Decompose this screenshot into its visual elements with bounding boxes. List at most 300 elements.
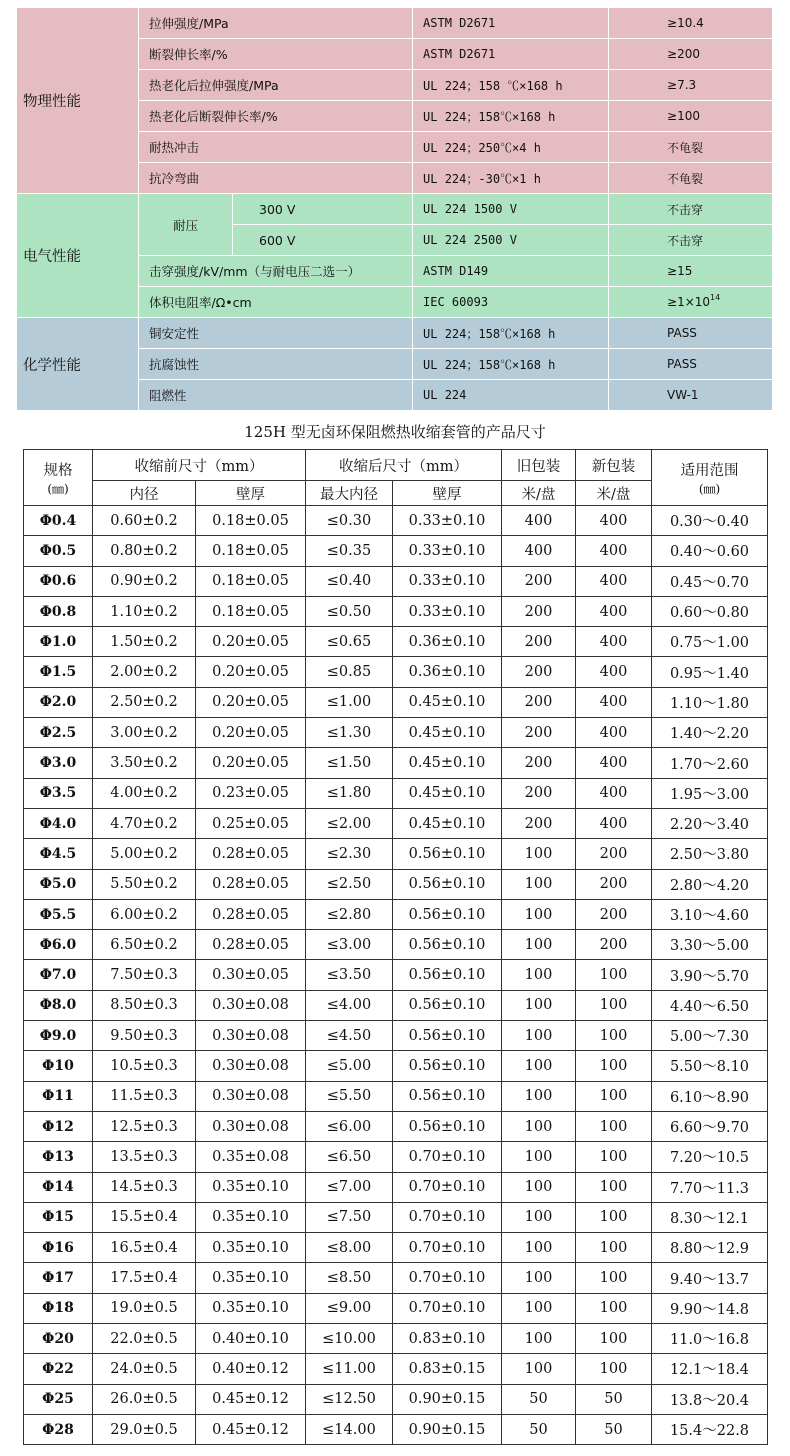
cell-spec: Φ28 — [24, 1414, 93, 1444]
cell-range: 6.60～9.70 — [652, 1111, 768, 1141]
cell-old-pack: 100 — [502, 1021, 576, 1051]
cell-before-inner-dia: 0.80±0.2 — [93, 536, 196, 566]
property-value: 不击穿 — [609, 225, 773, 256]
header-range: 适用范围 (㎜) — [652, 450, 768, 506]
withstand-voltage: 300 V — [233, 194, 413, 225]
header-new-pack: 新包装 — [576, 450, 652, 481]
cell-spec: Φ13 — [24, 1142, 93, 1172]
cell-before-inner-dia: 1.50±0.2 — [93, 627, 196, 657]
property-row — [17, 194, 773, 225]
cell-after-max-inner: ≤5.50 — [306, 1081, 393, 1111]
category-physical: 物理性能 — [17, 8, 139, 194]
property-value-text: ≥15 — [667, 264, 693, 278]
cell-spec: Φ7.0 — [24, 960, 93, 990]
cell-range: 11.0～16.8 — [652, 1324, 768, 1354]
cell-before-inner-dia: 16.5±0.4 — [93, 1233, 196, 1263]
cell-spec: Φ22 — [24, 1354, 93, 1384]
table-row — [24, 899, 768, 929]
table-row — [24, 748, 768, 778]
cell-old-pack: 200 — [502, 596, 576, 626]
cell-before-inner-dia: 29.0±0.5 — [93, 1414, 196, 1444]
size-table-title: 125H 型无卤环保阻燃热收缩套管的产品尺寸 — [244, 423, 546, 441]
cell-old-pack: 100 — [502, 1293, 576, 1323]
cell-after-wall: 0.56±0.10 — [393, 1081, 502, 1111]
cell-after-wall: 0.45±0.10 — [393, 687, 502, 717]
cell-after-max-inner: ≤8.00 — [306, 1233, 393, 1263]
cell-before-wall: 0.45±0.12 — [196, 1384, 306, 1414]
cell-spec: Φ0.6 — [24, 566, 93, 596]
property-value: 不击穿 — [609, 194, 773, 225]
cell-after-wall: 0.83±0.15 — [393, 1354, 502, 1384]
cell-range: 7.70～11.3 — [652, 1172, 768, 1202]
cell-spec: Φ8.0 — [24, 990, 93, 1020]
cell-before-wall: 0.28±0.05 — [196, 839, 306, 869]
cell-before-wall: 0.20±0.05 — [196, 627, 306, 657]
cell-after-max-inner: ≤10.00 — [306, 1324, 393, 1354]
cell-after-wall: 0.56±0.10 — [393, 1111, 502, 1141]
cell-before-wall: 0.35±0.10 — [196, 1263, 306, 1293]
cell-spec: Φ2.0 — [24, 687, 93, 717]
cell-old-pack: 100 — [502, 869, 576, 899]
cell-range: 0.95～1.40 — [652, 657, 768, 687]
cell-new-pack: 400 — [576, 627, 652, 657]
cell-after-wall: 0.70±0.10 — [393, 1263, 502, 1293]
property-standard: IEC 60093 — [413, 287, 609, 318]
property-item: 体积电阻率/Ω•cm — [139, 287, 413, 318]
table-row — [24, 657, 768, 687]
property-value-text: ≥200 — [667, 47, 700, 61]
cell-spec: Φ11 — [24, 1081, 93, 1111]
cell-before-inner-dia: 7.50±0.3 — [93, 960, 196, 990]
property-item: 抗腐蚀性 — [139, 349, 413, 380]
cell-old-pack: 100 — [502, 1324, 576, 1354]
cell-before-wall: 0.30±0.05 — [196, 960, 306, 990]
cell-old-pack: 200 — [502, 748, 576, 778]
table-row — [24, 1111, 768, 1141]
cell-before-wall: 0.18±0.05 — [196, 596, 306, 626]
property-value — [609, 132, 773, 163]
cell-spec: Φ0.4 — [24, 506, 93, 536]
cell-after-max-inner: ≤2.80 — [306, 899, 393, 929]
category-chemical: 化学性能 — [17, 318, 139, 411]
cell-before-inner-dia: 6.50±0.2 — [93, 930, 196, 960]
cell-after-max-inner: ≤7.00 — [306, 1172, 393, 1202]
cell-spec: Φ25 — [24, 1384, 93, 1414]
cell-after-max-inner: ≤1.30 — [306, 718, 393, 748]
property-value-text: ≥100 — [667, 109, 700, 123]
cell-spec: Φ3.0 — [24, 748, 93, 778]
cell-range: 2.80～4.20 — [652, 869, 768, 899]
cell-after-max-inner: ≤6.50 — [306, 1142, 393, 1172]
cell-range: 3.90～5.70 — [652, 960, 768, 990]
cell-before-wall: 0.30±0.08 — [196, 1051, 306, 1081]
cell-spec: Φ3.5 — [24, 778, 93, 808]
table-row — [24, 1021, 768, 1051]
property-row — [17, 318, 773, 349]
cell-range: 1.70～2.60 — [652, 748, 768, 778]
property-standard: UL 224；158℃×168 h — [413, 318, 609, 349]
cell-before-inner-dia: 14.5±0.3 — [93, 1172, 196, 1202]
cell-after-wall: 0.70±0.10 — [393, 1233, 502, 1263]
cell-after-wall: 0.45±0.10 — [393, 778, 502, 808]
cell-before-wall: 0.25±0.05 — [196, 808, 306, 838]
cell-before-inner-dia: 26.0±0.5 — [93, 1384, 196, 1414]
cell-after-wall: 0.36±0.10 — [393, 627, 502, 657]
property-standard: UL 224；-30℃×1 h — [413, 163, 609, 194]
table-row — [24, 718, 768, 748]
property-standard: UL 224；158℃×168 h — [413, 101, 609, 132]
property-item: 热老化后断裂伸长率/% — [139, 101, 413, 132]
cell-before-inner-dia: 4.00±0.2 — [93, 778, 196, 808]
table-row — [24, 990, 768, 1020]
cell-spec: Φ6.0 — [24, 930, 93, 960]
cell-before-wall: 0.18±0.05 — [196, 536, 306, 566]
cell-old-pack: 200 — [502, 657, 576, 687]
cell-before-inner-dia: 9.50±0.3 — [93, 1021, 196, 1051]
cell-old-pack: 50 — [502, 1384, 576, 1414]
cell-range: 9.90～14.8 — [652, 1293, 768, 1323]
property-value — [609, 318, 773, 349]
property-item: 阻燃性 — [139, 380, 413, 411]
header-old-unit: 米/盘 — [502, 481, 576, 506]
cell-old-pack: 100 — [502, 1233, 576, 1263]
cell-range: 2.50～3.80 — [652, 839, 768, 869]
cell-new-pack: 100 — [576, 1051, 652, 1081]
cell-before-inner-dia: 11.5±0.3 — [93, 1081, 196, 1111]
property-standard: UL 224 2500 V — [413, 225, 609, 256]
cell-spec: Φ2.5 — [24, 718, 93, 748]
property-value — [609, 163, 773, 194]
property-value — [609, 256, 773, 287]
cell-range: 4.40～6.50 — [652, 990, 768, 1020]
property-standard: UL 224；158 ℃×168 h — [413, 70, 609, 101]
property-value-text: 不龟裂 — [667, 140, 704, 155]
cell-spec: Φ17 — [24, 1263, 93, 1293]
cell-before-wall: 0.30±0.08 — [196, 990, 306, 1020]
cell-after-max-inner: ≤6.00 — [306, 1111, 393, 1141]
cell-new-pack: 100 — [576, 1111, 652, 1141]
cell-spec: Φ20 — [24, 1324, 93, 1354]
table-row — [24, 1293, 768, 1323]
cell-after-wall: 0.90±0.15 — [393, 1414, 502, 1444]
cell-before-inner-dia: 5.00±0.2 — [93, 839, 196, 869]
header-spec: 规格 (㎜) — [24, 450, 93, 506]
cell-before-inner-dia: 6.00±0.2 — [93, 899, 196, 929]
table-row — [24, 960, 768, 990]
property-item: 击穿强度/kV/mm（与耐电压二选一） — [139, 256, 413, 287]
cell-old-pack: 200 — [502, 778, 576, 808]
cell-before-wall: 0.35±0.10 — [196, 1202, 306, 1232]
cell-old-pack: 100 — [502, 960, 576, 990]
property-item: 耐热冲击 — [139, 132, 413, 163]
cell-after-wall: 0.56±0.10 — [393, 990, 502, 1020]
cell-after-wall: 0.70±0.10 — [393, 1142, 502, 1172]
cell-spec: Φ14 — [24, 1172, 93, 1202]
cell-before-inner-dia: 3.00±0.2 — [93, 718, 196, 748]
cell-before-wall: 0.40±0.12 — [196, 1354, 306, 1384]
cell-old-pack: 100 — [502, 1111, 576, 1141]
cell-old-pack: 100 — [502, 1172, 576, 1202]
property-item: 拉伸强度/MPa — [139, 8, 413, 39]
property-standard: ASTM D2671 — [413, 39, 609, 70]
cell-old-pack: 100 — [502, 1354, 576, 1384]
cell-before-inner-dia: 0.60±0.2 — [93, 506, 196, 536]
cell-old-pack: 400 — [502, 506, 576, 536]
cell-before-wall: 0.20±0.05 — [196, 657, 306, 687]
cell-after-max-inner: ≤0.85 — [306, 657, 393, 687]
cell-after-max-inner: ≤1.80 — [306, 778, 393, 808]
property-standard: UL 224 1500 V — [413, 194, 609, 225]
property-value-text: PASS — [667, 326, 697, 340]
cell-new-pack: 400 — [576, 506, 652, 536]
table-row — [24, 1081, 768, 1111]
header-old-pack: 旧包装 — [502, 450, 576, 481]
cell-after-wall: 0.56±0.10 — [393, 839, 502, 869]
cell-new-pack: 200 — [576, 899, 652, 929]
cell-after-max-inner: ≤11.00 — [306, 1354, 393, 1384]
table-row — [24, 687, 768, 717]
cell-new-pack: 100 — [576, 1172, 652, 1202]
cell-after-max-inner: ≤2.00 — [306, 808, 393, 838]
property-value-text: 不龟裂 — [667, 171, 704, 186]
cell-new-pack: 100 — [576, 1021, 652, 1051]
header-wall-after: 壁厚 — [393, 481, 502, 506]
cell-after-wall: 0.36±0.10 — [393, 657, 502, 687]
cell-after-max-inner: ≤9.00 — [306, 1293, 393, 1323]
cell-before-inner-dia: 2.50±0.2 — [93, 687, 196, 717]
cell-new-pack: 100 — [576, 1324, 652, 1354]
size-table — [23, 449, 768, 1445]
cell-range: 1.10～1.80 — [652, 687, 768, 717]
property-row — [17, 8, 773, 39]
cell-new-pack: 200 — [576, 839, 652, 869]
header-before-size: 收缩前尺寸（mm） — [93, 450, 306, 481]
cell-before-inner-dia: 15.5±0.4 — [93, 1202, 196, 1232]
cell-new-pack: 50 — [576, 1384, 652, 1414]
table-row — [24, 1263, 768, 1293]
cell-spec: Φ16 — [24, 1233, 93, 1263]
table-row — [24, 930, 768, 960]
cell-new-pack: 400 — [576, 657, 652, 687]
cell-new-pack: 100 — [576, 990, 652, 1020]
cell-new-pack: 400 — [576, 808, 652, 838]
table-row — [24, 506, 768, 536]
property-value — [609, 380, 773, 411]
table-row — [24, 1324, 768, 1354]
table-row — [24, 1172, 768, 1202]
cell-after-max-inner: ≤0.30 — [306, 506, 393, 536]
cell-spec: Φ15 — [24, 1202, 93, 1232]
cell-new-pack: 400 — [576, 778, 652, 808]
cell-range: 0.75～1.00 — [652, 627, 768, 657]
cell-range: 1.40～2.20 — [652, 718, 768, 748]
cell-spec: Φ4.5 — [24, 839, 93, 869]
property-value-text: ≥1×10 — [667, 295, 711, 309]
cell-range: 0.30～0.40 — [652, 506, 768, 536]
cell-new-pack: 100 — [576, 1142, 652, 1172]
cell-after-max-inner: ≤7.50 — [306, 1202, 393, 1232]
property-value-text: ≥10.4 — [667, 16, 704, 30]
cell-after-max-inner: ≤12.50 — [306, 1384, 393, 1414]
cell-before-wall: 0.20±0.05 — [196, 687, 306, 717]
cell-before-wall: 0.30±0.08 — [196, 1021, 306, 1051]
cell-after-wall: 0.56±0.10 — [393, 869, 502, 899]
cell-after-max-inner: ≤14.00 — [306, 1414, 393, 1444]
cell-after-wall: 0.33±0.10 — [393, 506, 502, 536]
cell-old-pack: 200 — [502, 627, 576, 657]
table-row — [24, 1202, 768, 1232]
cell-before-inner-dia: 0.90±0.2 — [93, 566, 196, 596]
property-value — [609, 39, 773, 70]
cell-after-wall: 0.33±0.10 — [393, 566, 502, 596]
property-value-text: VW-1 — [667, 388, 699, 402]
property-standard: UL 224 — [413, 380, 609, 411]
cell-spec: Φ4.0 — [24, 808, 93, 838]
cell-range: 2.20～3.40 — [652, 808, 768, 838]
cell-range: 12.1～18.4 — [652, 1354, 768, 1384]
table-row — [24, 627, 768, 657]
cell-after-max-inner: ≤1.00 — [306, 687, 393, 717]
table-row — [24, 839, 768, 869]
table-row — [24, 1051, 768, 1081]
cell-before-wall: 0.28±0.05 — [196, 930, 306, 960]
header-new-unit: 米/盘 — [576, 481, 652, 506]
cell-range: 8.30～12.1 — [652, 1202, 768, 1232]
cell-before-wall: 0.28±0.05 — [196, 869, 306, 899]
cell-before-wall: 0.18±0.05 — [196, 566, 306, 596]
cell-spec: Φ0.5 — [24, 536, 93, 566]
cell-before-inner-dia: 24.0±0.5 — [93, 1354, 196, 1384]
table-row — [24, 1384, 768, 1414]
cell-before-wall: 0.20±0.05 — [196, 748, 306, 778]
cell-range: 1.95～3.00 — [652, 778, 768, 808]
cell-old-pack: 100 — [502, 839, 576, 869]
cell-after-max-inner: ≤8.50 — [306, 1263, 393, 1293]
cell-after-wall: 0.83±0.10 — [393, 1324, 502, 1354]
table-row — [24, 1354, 768, 1384]
withstand-label: 耐压 — [139, 194, 233, 256]
cell-spec: Φ5.0 — [24, 869, 93, 899]
cell-before-inner-dia: 5.50±0.2 — [93, 869, 196, 899]
table-row — [24, 869, 768, 899]
cell-after-wall: 0.45±0.10 — [393, 808, 502, 838]
cell-old-pack: 100 — [502, 1051, 576, 1081]
property-item: 抗冷弯曲 — [139, 163, 413, 194]
cell-before-inner-dia: 3.50±0.2 — [93, 748, 196, 778]
property-value — [609, 287, 773, 318]
cell-after-max-inner: ≤0.35 — [306, 536, 393, 566]
cell-after-wall: 0.70±0.10 — [393, 1202, 502, 1232]
table-row — [24, 1414, 768, 1444]
cell-new-pack: 50 — [576, 1414, 652, 1444]
property-value — [609, 70, 773, 101]
cell-after-wall: 0.56±0.10 — [393, 930, 502, 960]
cell-after-max-inner: ≤1.50 — [306, 748, 393, 778]
cell-new-pack: 200 — [576, 869, 652, 899]
cell-range: 3.30～5.00 — [652, 930, 768, 960]
cell-after-wall: 0.56±0.10 — [393, 899, 502, 929]
cell-before-inner-dia: 2.00±0.2 — [93, 657, 196, 687]
cell-new-pack: 100 — [576, 1202, 652, 1232]
property-value-exponent: 14 — [710, 293, 721, 302]
category-electrical: 电气性能 — [17, 194, 139, 318]
table-row — [24, 596, 768, 626]
cell-range: 0.45～0.70 — [652, 566, 768, 596]
cell-range: 0.40～0.60 — [652, 536, 768, 566]
property-item: 铜安定性 — [139, 318, 413, 349]
cell-spec: Φ0.8 — [24, 596, 93, 626]
cell-before-wall: 0.20±0.05 — [196, 718, 306, 748]
header-wall: 壁厚 — [196, 481, 306, 506]
cell-range: 7.20～10.5 — [652, 1142, 768, 1172]
cell-spec: Φ10 — [24, 1051, 93, 1081]
cell-before-inner-dia: 1.10±0.2 — [93, 596, 196, 626]
property-value — [609, 101, 773, 132]
cell-before-wall: 0.35±0.08 — [196, 1142, 306, 1172]
cell-spec: Φ9.0 — [24, 1021, 93, 1051]
cell-before-wall: 0.35±0.10 — [196, 1172, 306, 1202]
cell-after-wall: 0.45±0.10 — [393, 748, 502, 778]
cell-after-wall: 0.90±0.15 — [393, 1384, 502, 1414]
cell-after-wall: 0.33±0.10 — [393, 596, 502, 626]
cell-range: 5.00～7.30 — [652, 1021, 768, 1051]
property-value-text: ≥7.3 — [667, 78, 697, 92]
cell-after-wall: 0.56±0.10 — [393, 1021, 502, 1051]
cell-new-pack: 400 — [576, 566, 652, 596]
cell-range: 5.50～8.10 — [652, 1051, 768, 1081]
cell-after-max-inner: ≤4.50 — [306, 1021, 393, 1051]
cell-old-pack: 100 — [502, 1142, 576, 1172]
header-max-inner: 最大内径 — [306, 481, 393, 506]
cell-after-wall: 0.33±0.10 — [393, 536, 502, 566]
cell-old-pack: 100 — [502, 930, 576, 960]
cell-new-pack: 100 — [576, 1081, 652, 1111]
cell-old-pack: 200 — [502, 808, 576, 838]
table-row — [24, 1233, 768, 1263]
cell-new-pack: 100 — [576, 960, 652, 990]
cell-old-pack: 100 — [502, 1202, 576, 1232]
cell-before-inner-dia: 4.70±0.2 — [93, 808, 196, 838]
cell-old-pack: 400 — [502, 536, 576, 566]
cell-after-max-inner: ≤0.40 — [306, 566, 393, 596]
header-inner-dia: 内径 — [93, 481, 196, 506]
cell-after-max-inner: ≤5.00 — [306, 1051, 393, 1081]
cell-new-pack: 400 — [576, 718, 652, 748]
header-after-size: 收缩后尺寸（mm） — [306, 450, 502, 481]
cell-after-wall: 0.56±0.10 — [393, 960, 502, 990]
cell-spec: Φ5.5 — [24, 899, 93, 929]
cell-before-wall: 0.18±0.05 — [196, 506, 306, 536]
cell-new-pack: 100 — [576, 1293, 652, 1323]
cell-before-wall: 0.45±0.12 — [196, 1414, 306, 1444]
table-row — [24, 808, 768, 838]
cell-before-wall: 0.28±0.05 — [196, 899, 306, 929]
cell-old-pack: 100 — [502, 990, 576, 1020]
cell-before-wall: 0.30±0.08 — [196, 1111, 306, 1141]
cell-after-max-inner: ≤0.65 — [306, 627, 393, 657]
property-value — [609, 349, 773, 380]
cell-after-wall: 0.45±0.10 — [393, 718, 502, 748]
cell-old-pack: 200 — [502, 718, 576, 748]
cell-after-wall: 0.70±0.10 — [393, 1172, 502, 1202]
cell-before-wall: 0.40±0.10 — [196, 1324, 306, 1354]
cell-new-pack: 100 — [576, 1233, 652, 1263]
cell-old-pack: 200 — [502, 566, 576, 596]
cell-old-pack: 50 — [502, 1414, 576, 1444]
property-standard: UL 224；158℃×168 h — [413, 349, 609, 380]
cell-before-wall: 0.35±0.10 — [196, 1233, 306, 1263]
cell-range: 3.10～4.60 — [652, 899, 768, 929]
